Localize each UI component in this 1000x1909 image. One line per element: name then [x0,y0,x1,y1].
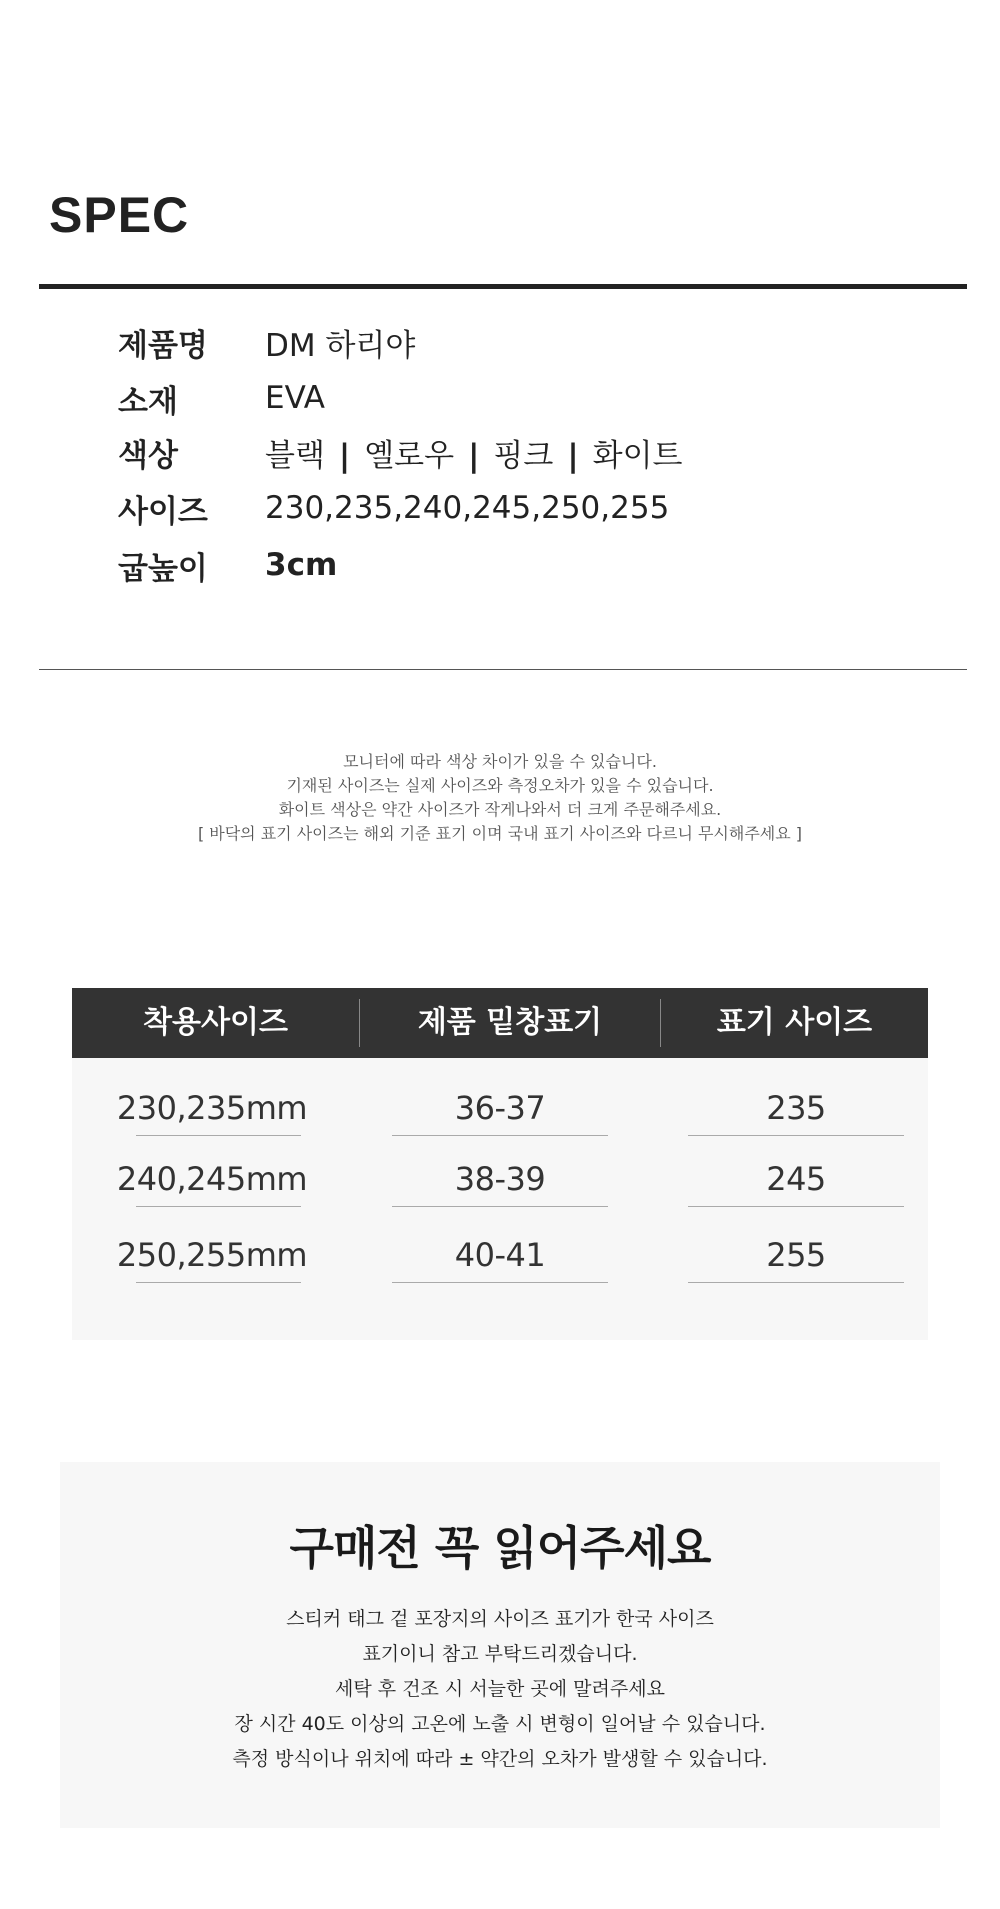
size-table [72,988,928,1340]
spec-row-product-name [118,320,415,364]
cell-underline [392,1135,608,1136]
spec-value: 3cm [265,547,338,583]
notice-line: 세탁 후 건조 시 서늘한 곳에 말려주세요 [335,1678,665,1700]
cell-underline [136,1135,301,1136]
cell-underline [688,1206,904,1207]
header-cell-sole-marking: 제품 밑창표기 [417,1005,603,1040]
table-cell: 235 [766,1089,826,1127]
table-cell: 38-39 [454,1160,546,1198]
spec-value: 230,235,240,245,250,255 [265,490,670,526]
notice-box [60,1462,940,1828]
spec-divider-bottom [39,669,967,670]
table-cell: 255 [766,1236,826,1274]
spec-row-color [118,430,682,474]
spec-row-size [118,486,669,530]
note-line: 기재된 사이즈는 실제 사이즈와 측정오차가 있을 수 있습니다. [286,776,714,795]
notice-line: 장 시간 40도 이상의 고온에 노출 시 변형이 일어날 수 있습니다. [234,1713,766,1735]
spec-label: 소재 [118,383,178,420]
color-option: 핑크 [493,437,554,474]
note-line: [ 바닥의 표기 사이즈는 해외 기준 표기 이며 국내 표기 사이즈와 다르니 무시해주세요 ] [197,824,803,843]
header-cell-marked-size: 표기 사이즈 [716,1005,873,1040]
notice-lines [60,1602,940,1777]
spec-label: 굽높이 [118,550,208,587]
notice-line: 측정 방식이나 위치에 따라 ± 약간의 오차가 발생할 수 있습니다. [232,1748,768,1770]
table-cell: 40-41 [454,1236,546,1274]
spec-label: 사이즈 [118,493,208,530]
cell-underline [688,1282,904,1283]
notice-line: 표기이니 참고 부탁드리겠습니다. [362,1643,638,1665]
color-option: 화이트 [592,437,683,474]
spec-value: EVA [265,380,326,416]
cell-underline [136,1282,301,1283]
notes [0,750,1000,846]
table-cell: 250,255mm [116,1236,308,1274]
cell-underline [136,1206,301,1207]
color-option: 옐로우 [364,437,455,474]
spec-row-heel-height [118,543,337,587]
notice-title: 구매전 꼭 읽어주세요 [289,1521,711,1575]
color-option: 블랙 [265,437,325,474]
spec-color-list [265,430,682,475]
table-cell: 245 [766,1160,826,1198]
spec-label: 색상 [118,437,178,474]
spec-label: 제품명 [118,327,208,364]
color-separator: | [338,437,351,474]
cell-underline [688,1135,904,1136]
spec-divider-top [39,284,967,289]
spec-title: SPEC [49,187,190,243]
table-cell: 36-37 [454,1089,546,1127]
color-separator: | [567,437,579,474]
table-cell: 230,235mm [116,1089,308,1127]
note-line: 모니터에 따라 색상 차이가 있을 수 있습니다. [343,752,657,771]
cell-underline [392,1282,608,1283]
size-table-header [72,988,928,1058]
notice-line: 스티커 태그 겉 포장지의 사이즈 표기가 한국 사이즈 [286,1608,714,1630]
color-separator: | [468,437,480,474]
spec-value: DM 하리야 [265,327,416,364]
header-cell-wear-size: 착용사이즈 [143,1005,288,1040]
note-line: 화이트 색상은 약간 사이즈가 작게나와서 더 크게 주문해주세요. [278,800,722,819]
cell-underline [392,1206,608,1207]
size-table-body [72,1058,928,1340]
table-cell: 240,245mm [116,1160,308,1198]
spec-row-material [118,376,325,420]
